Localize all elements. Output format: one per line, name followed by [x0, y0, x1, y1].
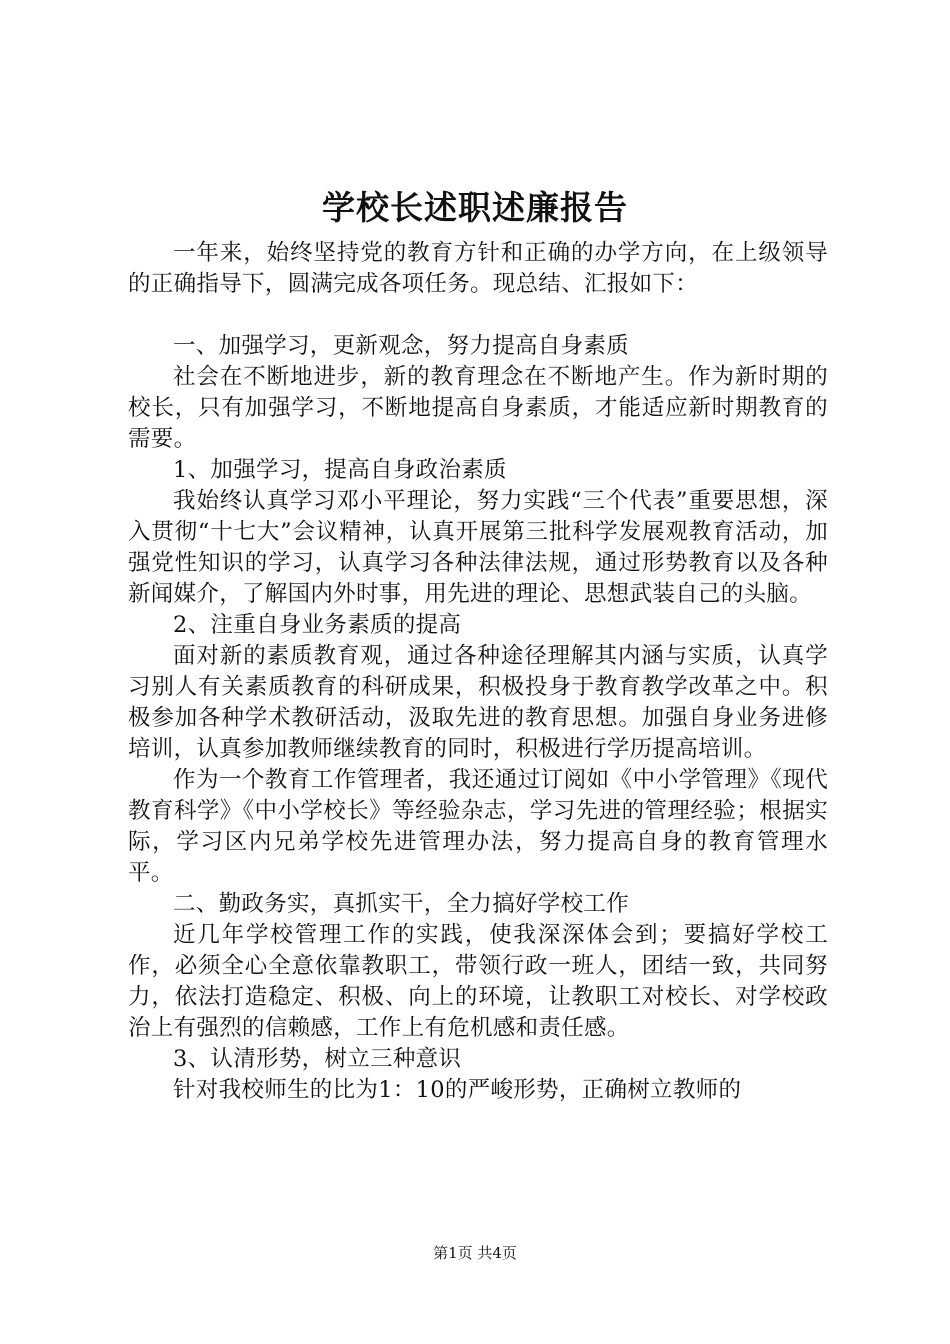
document-body	[128, 238, 828, 1106]
body-paragraph: 针对我校师生的比为1：10的严峻形势，正确树立教师的	[173, 1077, 742, 1103]
subsection-heading-1: 1、加强学习，提高自身政治素质	[173, 457, 507, 483]
document-title: 学校长述职述廉报告	[322, 188, 628, 227]
section-heading-2: 二、勤政务实，真抓实干，全力搞好学校工作	[173, 891, 630, 917]
page-number-footer: 第1页 共4页	[433, 1244, 517, 1262]
body-paragraph: 作为一个教育工作管理者，我还通过订阅如《中小学管理》《现代教育科学》《中小学校长》等经验杂志，学习先进的管理经验；根据实际，学习区内兄弟学校先进管理办法，努力提高自身的教育管理水平。	[128, 767, 828, 886]
section-heading-1: 一、加强学习，更新观念，努力提高自身素质	[173, 333, 630, 359]
intro-paragraph: 一年来，始终坚持党的教育方针和正确的办学方向，在上级领导的正确指导下，圆满完成各项任务。现总结、汇报如下：	[128, 240, 828, 297]
body-paragraph: 近几年学校管理工作的实践，使我深深体会到；要搞好学校工作，必须全心全意依靠教职工，带领行政一班人，团结一致，共同努力，依法打造稳定、积极、向上的环境，让教职工对校长、对学校政治上有强烈的信赖感，工作上有危机感和责任感。	[128, 922, 828, 1041]
subsection-heading-2: 2、注重自身业务素质的提高	[173, 612, 462, 638]
body-paragraph: 我始终认真学习邓小平理论，努力实践“三个代表”重要思想，深入贯彻“十七大”会议精神，认真开展第三批科学发展观教育活动，加强党性知识的学习，认真学习各种法律法规，通过形势教育以及各种新闻媒介，了解国内外时事，用先进的理论、思想武装自己的头脑。	[128, 488, 828, 607]
body-paragraph: 面对新的素质教育观，通过各种途径理解其内涵与实质，认真学习别人有关素质教育的科研成果，积极投身于教育教学改革之中。积极参加各种学术教研活动，汲取先进的教育思想。加强自身业务进修培训，认真参加教师继续教育的同时，积极进行学历提高培训。	[128, 643, 828, 762]
subsection-heading-3: 3、认清形势，树立三种意识	[173, 1046, 462, 1072]
body-paragraph: 社会在不断地进步，新的教育理念在不断地产生。作为新时期的校长，只有加强学习，不断地提高自身素质，才能适应新时期教育的需要。	[128, 364, 828, 452]
